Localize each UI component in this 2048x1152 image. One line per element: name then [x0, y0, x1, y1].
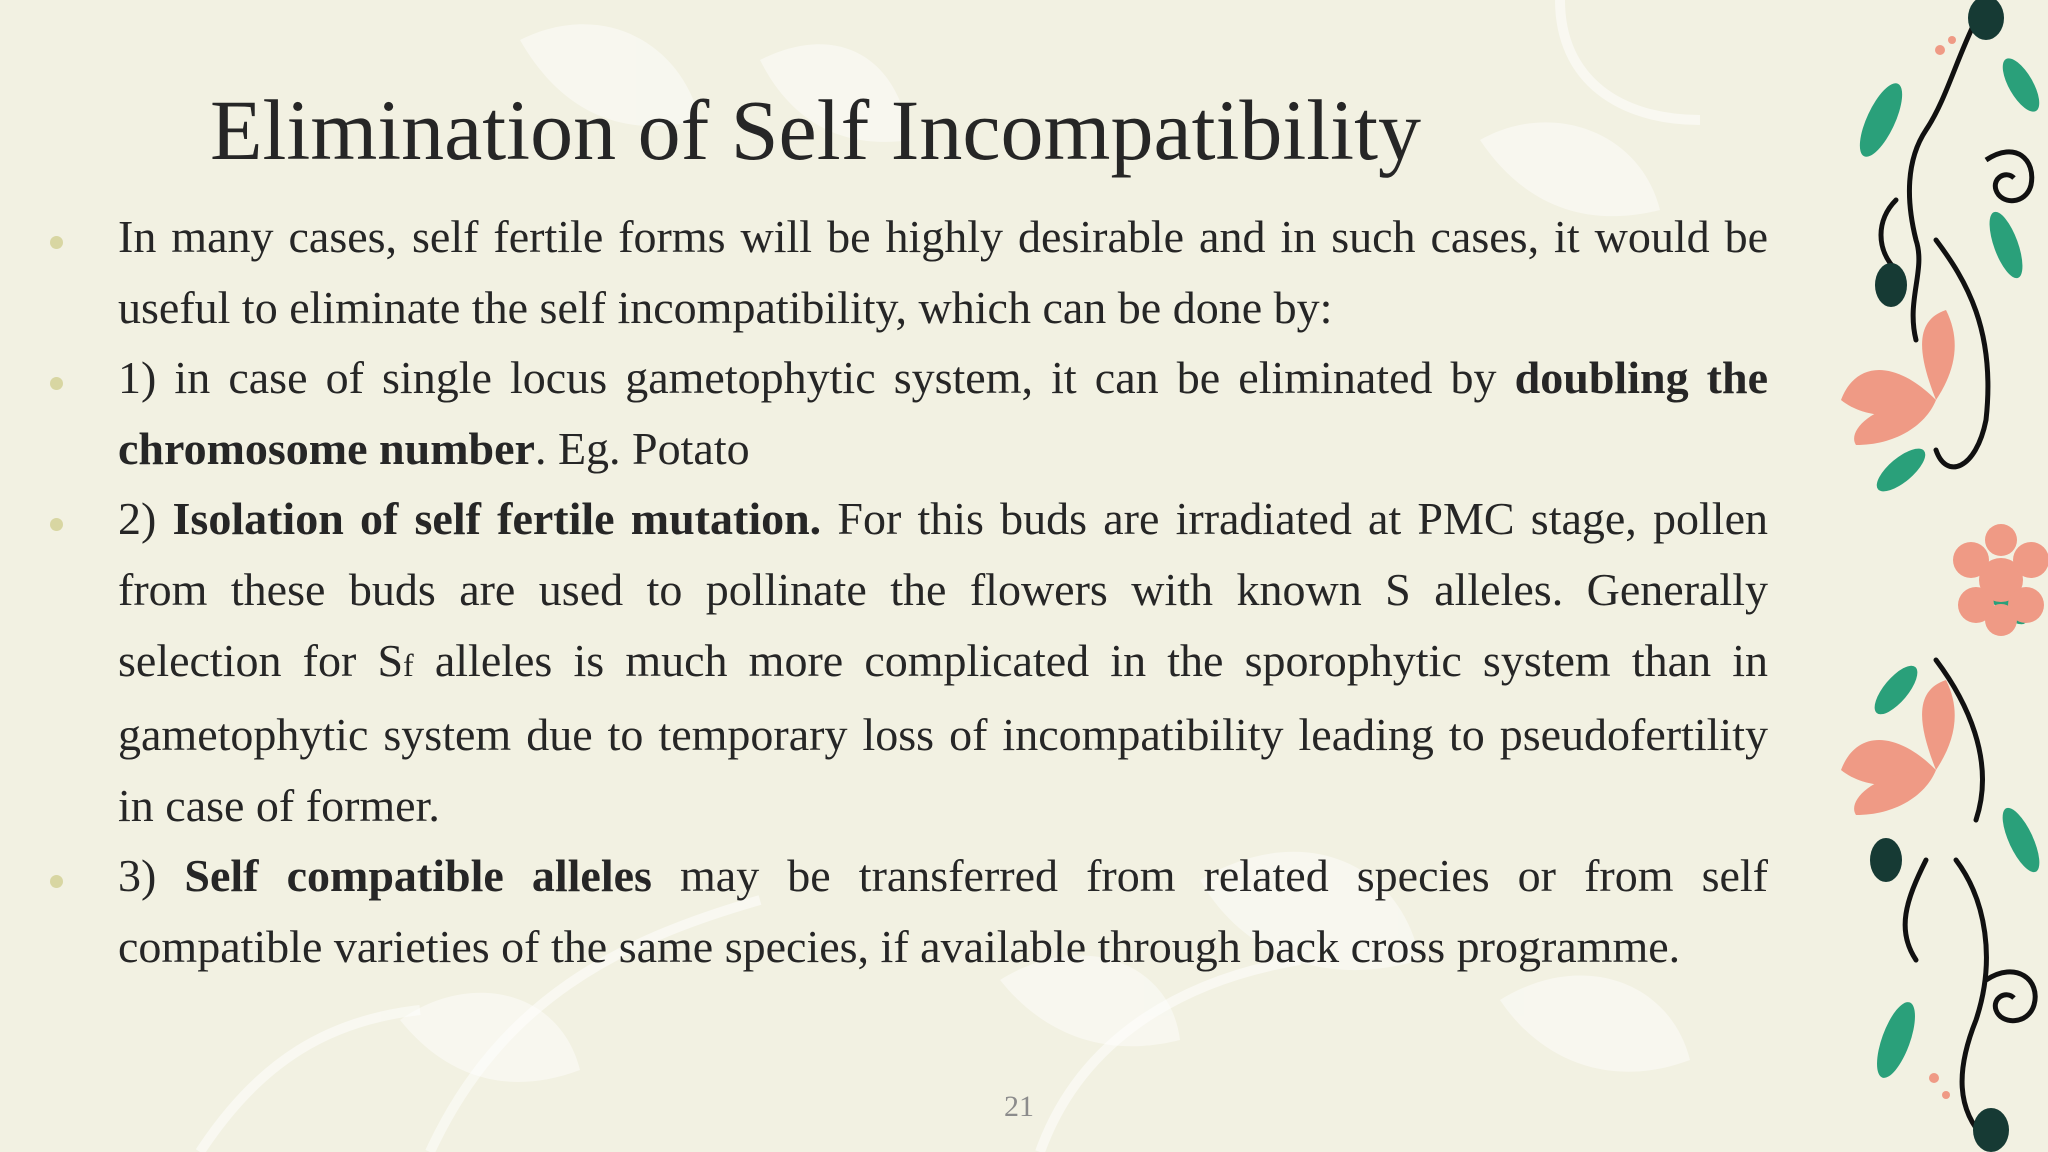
bullet-text: alleles is much more complicated in the sporophytic system than in gametophytic system due to temporary loss of incompatibility leading to pseudofertility in case of former. [118, 634, 1769, 831]
bullet-item-compatible [50, 841, 1768, 982]
spiral-icon [1986, 972, 2035, 1021]
green-leaf-icon [1868, 659, 1925, 720]
green-leaf-icon [1851, 78, 1910, 162]
bullet-dot-icon [50, 875, 63, 888]
bullet-text: 1) in case of single locus gametophytic system, it can be eliminated by [118, 352, 1515, 404]
pink-dot-icon [1929, 1073, 1939, 1083]
bullet-text: may be transferred from related species or from self compatible varieties of the same species, if available through back cross programme. [118, 850, 1768, 972]
page-number: 21 [1004, 1090, 1034, 1123]
slide-title: Elimination of Self Incompatibility [210, 82, 1421, 178]
bullet-item-intro [50, 202, 1768, 343]
bullet-item-doubling [50, 343, 1768, 484]
pink-daisy-icon [1953, 524, 2048, 636]
bg-leaf [1500, 976, 1690, 1072]
dark-bud-icon [1968, 0, 2004, 40]
dark-bud-icon [1973, 1108, 2009, 1152]
bg-vine [200, 1010, 420, 1152]
bullet-item-mutation [50, 484, 1768, 841]
pink-dot-icon [1935, 45, 1945, 55]
pink-dot-icon [1942, 1091, 1950, 1099]
bullet-dot-icon [50, 377, 63, 390]
bullet-text: In many cases, self fertile forms will be highly desirable and in such cases, it would be useful to eliminate the self incompatibility, which can be done by: [118, 211, 1768, 333]
bg-vine [1560, 0, 1700, 120]
bullet-list [50, 202, 1768, 983]
green-leaf-icon [1869, 998, 1923, 1083]
sf-subscript: f [403, 646, 414, 683]
floral-border [1836, 0, 2048, 1152]
green-leaf-icon [1870, 442, 1931, 499]
dark-bud-icon [1870, 838, 1902, 882]
dark-bud-icon [1875, 263, 1907, 307]
bullet-bold-text: Isolation of self fertile mutation. [172, 493, 822, 545]
bullet-text: For this buds are irradiated at PMC stage, pollen from these buds are used to pollinate the flowers with known S alleles. Generally selection for S [118, 493, 1768, 686]
green-leaf-icon [1996, 53, 2047, 117]
bg-leaf [400, 993, 580, 1082]
spiral-icon [1986, 152, 2032, 201]
pink-flower-icon [1922, 310, 1955, 400]
bullet-bold-text: doubling the chromosome number [118, 352, 1768, 474]
pink-flower-icon [1922, 680, 1955, 770]
vine-stem [1905, 860, 1926, 960]
bullet-dot-icon [50, 236, 63, 249]
green-leaf-icon [1983, 208, 2029, 282]
green-leaf-icon [1995, 803, 2046, 877]
bullet-dot-icon [50, 518, 63, 531]
bullet-text: 2) [118, 493, 173, 545]
vine-stem [1881, 200, 1896, 270]
bullet-text: 3) [118, 850, 185, 902]
pink-dot-icon [1948, 36, 1956, 44]
vine-stem [1956, 860, 1986, 1140]
bullet-text: . Eg. Potato [534, 422, 750, 474]
bullet-bold-text: Self compatible alleles [184, 850, 652, 902]
